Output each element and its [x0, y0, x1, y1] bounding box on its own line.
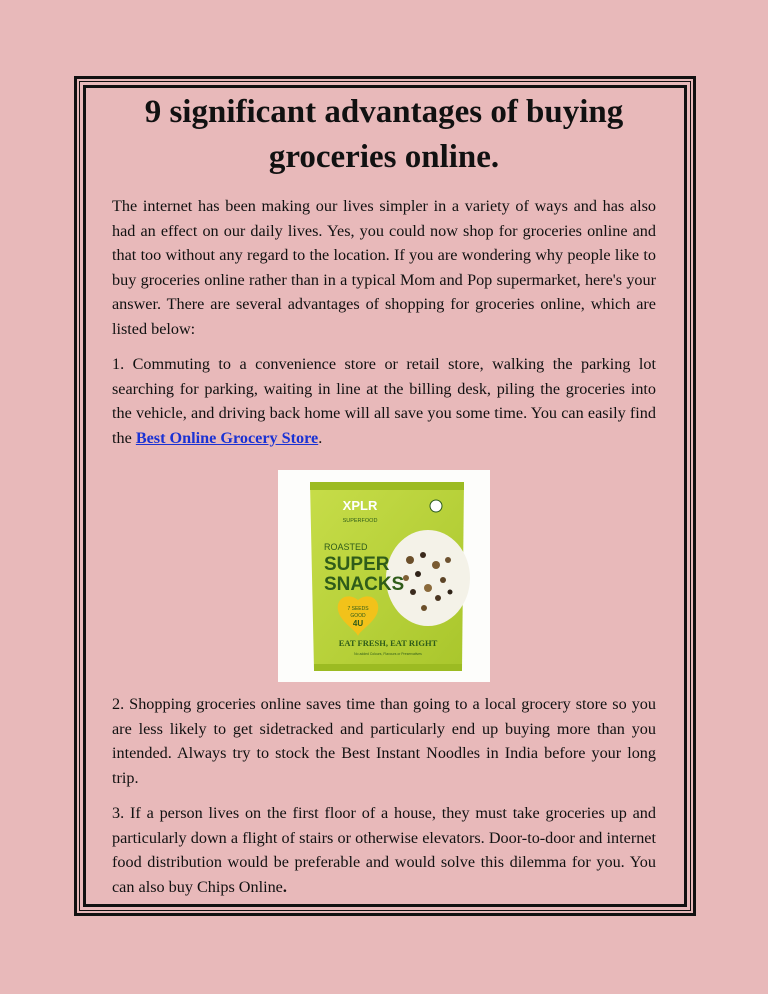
pack-bottom-seal	[314, 664, 462, 671]
badge-line-2: GOOD	[350, 613, 366, 619]
pack-line-1: ROASTED	[324, 542, 368, 552]
brand-sub: SUPERFOOD	[342, 518, 378, 524]
brand-logo: XPLR	[342, 498, 378, 513]
snack-pack-illustration	[278, 470, 490, 682]
point-1-end: .	[318, 428, 323, 447]
document-body	[112, 90, 656, 899]
pack-tagline: EAT FRESH, EAT RIGHT	[338, 638, 438, 648]
badge-line-3: 4U	[352, 619, 364, 628]
pack-line-3: SNACKS	[324, 574, 405, 595]
pack-top-seal	[310, 482, 464, 490]
veg-mark-icon	[430, 500, 442, 512]
point-2-paragraph: 2. Shopping groceries online saves time than going to a local grocery store so you are less likely to get sidetracked and particularly end up buying more than you intended. Always try to stock the Best Instant Noodles in India before your long trip.	[112, 695, 656, 787]
point-3-paragraph	[112, 801, 656, 899]
point-1-text: 1. Commuting to a convenience store or retail store, walking the parking lot searching for parking, waiting in line at the billing desk, piling the groceries into the vehicle, and driving back home will all save you some time. You can easily find the	[112, 355, 656, 447]
document-title: 9 significant advantages of buying groceries online.	[144, 94, 624, 175]
pack-line-2: SUPER	[324, 554, 390, 575]
best-online-grocery-store-link[interactable]: Best Online Grocery Store	[135, 428, 319, 447]
badge-line-1: 7 SEEDS	[347, 606, 369, 612]
point-1-paragraph	[112, 352, 656, 450]
intro-paragraph: The internet has been making our lives simpler in a variety of ways and has also had an effect on our daily lives. Yes, you could now shop for groceries online and that too without any regard to the location. If you are wondering why people like to buy groceries online rather than in a typical Mom and Pop supermarket, here's your answer. There are several advantages of shopping for groceries online, which are listed below:	[112, 197, 656, 338]
point-3-end: .	[282, 877, 287, 896]
product-image	[278, 470, 490, 682]
pack-small-print: No added Colours, Flavours or Preservatives	[354, 652, 422, 656]
point-3-text: 3. If a person lives on the first floor of a house, they must take groceries up and particularly down a flight of stairs or otherwise elevators. Door-to-door and internet food distribution would be preferable and would solve this dilemma for you. You can also buy Chips Online	[112, 804, 656, 896]
